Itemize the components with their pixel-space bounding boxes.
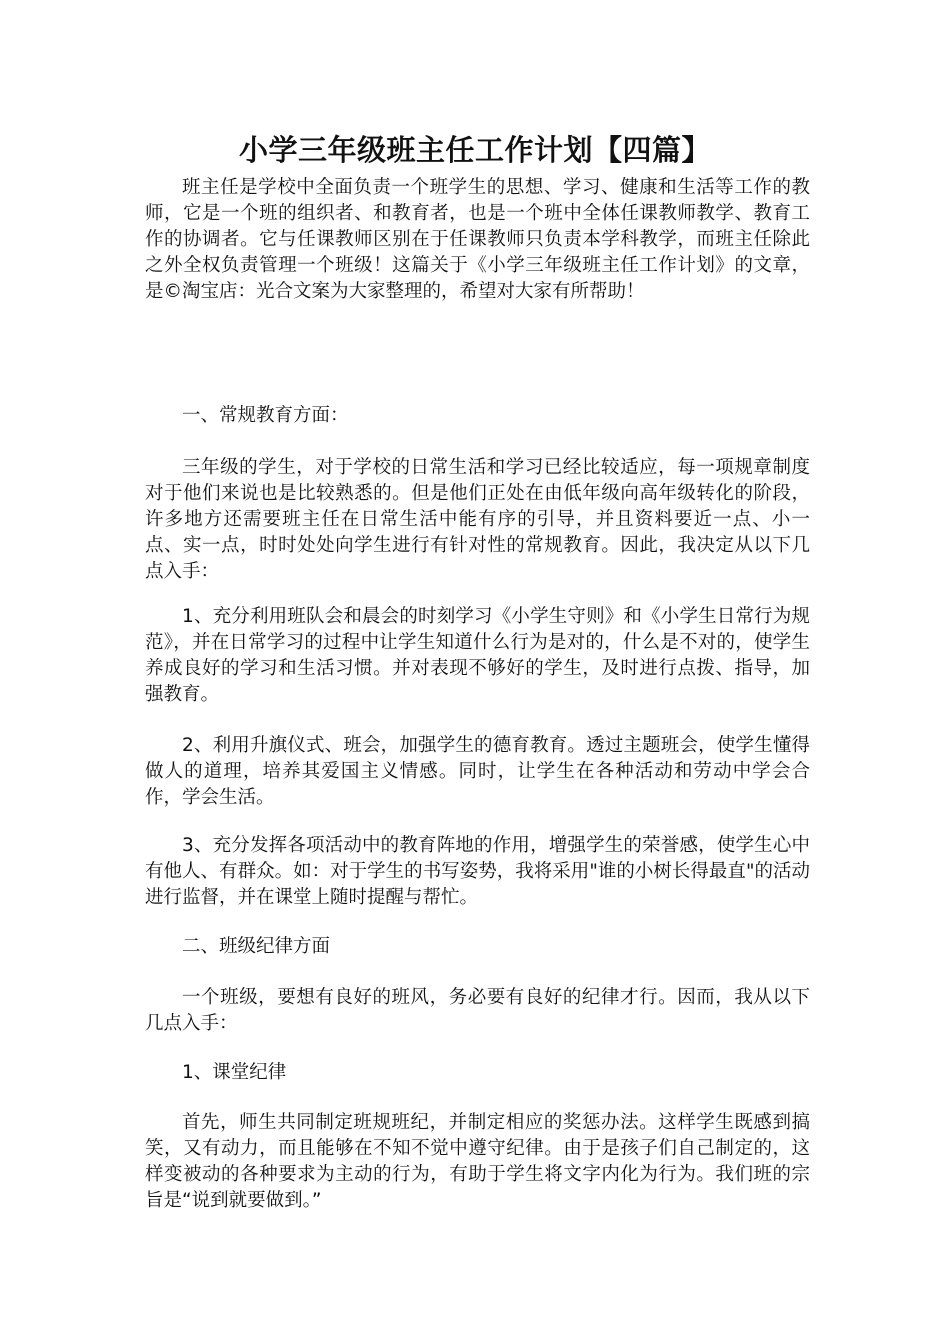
section1-paragraph: 三年级的学生，对于学校的日常生活和学习已经比较适应，每一项规章制度对于他们来说也是比较熟悉的。但是他们正处在由低年级向高年级转化的阶段，许多地方还需要班主任在日常生活中能有序的引导，并且资料要近一点、小一点、实一点，时时处处向学生进行有针对性的常规教育。因此，我决定从以下几点入手： xyxy=(145,457,810,582)
intro-paragraph: 班主任是学校中全面负责一个班学生的思想、学习、健康和生活等工作的教师，它是一个班的组织者、和教育者，也是一个班中全体任课教师教学、教育工作的协调者。它与任课教师区别在于任课教师只负责本学科教学，而班主任除此之外全权负责管理一个班级！这篇关于《小学三年级班主任工作计划》的文章，是©淘宝店：光合文案为大家整理的，希望对大家有所帮助！ xyxy=(145,177,810,302)
list-item-3: 3、充分发挥各项活动中的教育阵地的作用，增强学生的荣誉感，使学生心中有他人、有群众。如：对于学生的书写姿势，我将采用"谁的小树长得最直"的活动进行监督，并在课堂上随时提醒与帮忙。 xyxy=(145,835,810,908)
section2-paragraph: 一个班级，要想有良好的班风，务必要有良好的纪律才行。因而，我从以下几点入手： xyxy=(145,987,810,1034)
list-item-2: 2、利用升旗仪式、班会，加强学生的德育教育。透过主题班会，使学生懂得做人的道理，培养其爱国主义情感。同时，让学生在各种活动和劳动中学会合作，学会生活。 xyxy=(145,735,810,808)
section2-heading: 二、班级纪律方面 xyxy=(182,936,331,957)
document-title: 小学三年级班主任工作计划【四篇】 xyxy=(238,133,711,167)
subsection1-paragraph: 首先，师生共同制定班规班纪，并制定相应的奖惩办法。这样学生既感到搞笑，又有动力，而且能够在不知不觉中遵守纪律。由于是孩子们自己制定的，这样变被动的各种要求为主动的行为，有助于学生将文字内化为行为。我们班的宗旨是“说到就要做到。” xyxy=(145,1112,810,1211)
subsection1-heading: 1、课堂纪律 xyxy=(182,1062,287,1083)
section1-heading: 一、常规教育方面： xyxy=(182,405,349,426)
list-item-1: 1、充分利用班队会和晨会的时刻学习《小学生守则》和《小学生日常行为规范》，并在日常学习的过程中让学生知道什么行为是对的，什么是不对的，使学生养成良好的学习和生活习惯。并对表现不够好的学生，及时进行点拨、指导，加强教育。 xyxy=(145,606,810,705)
